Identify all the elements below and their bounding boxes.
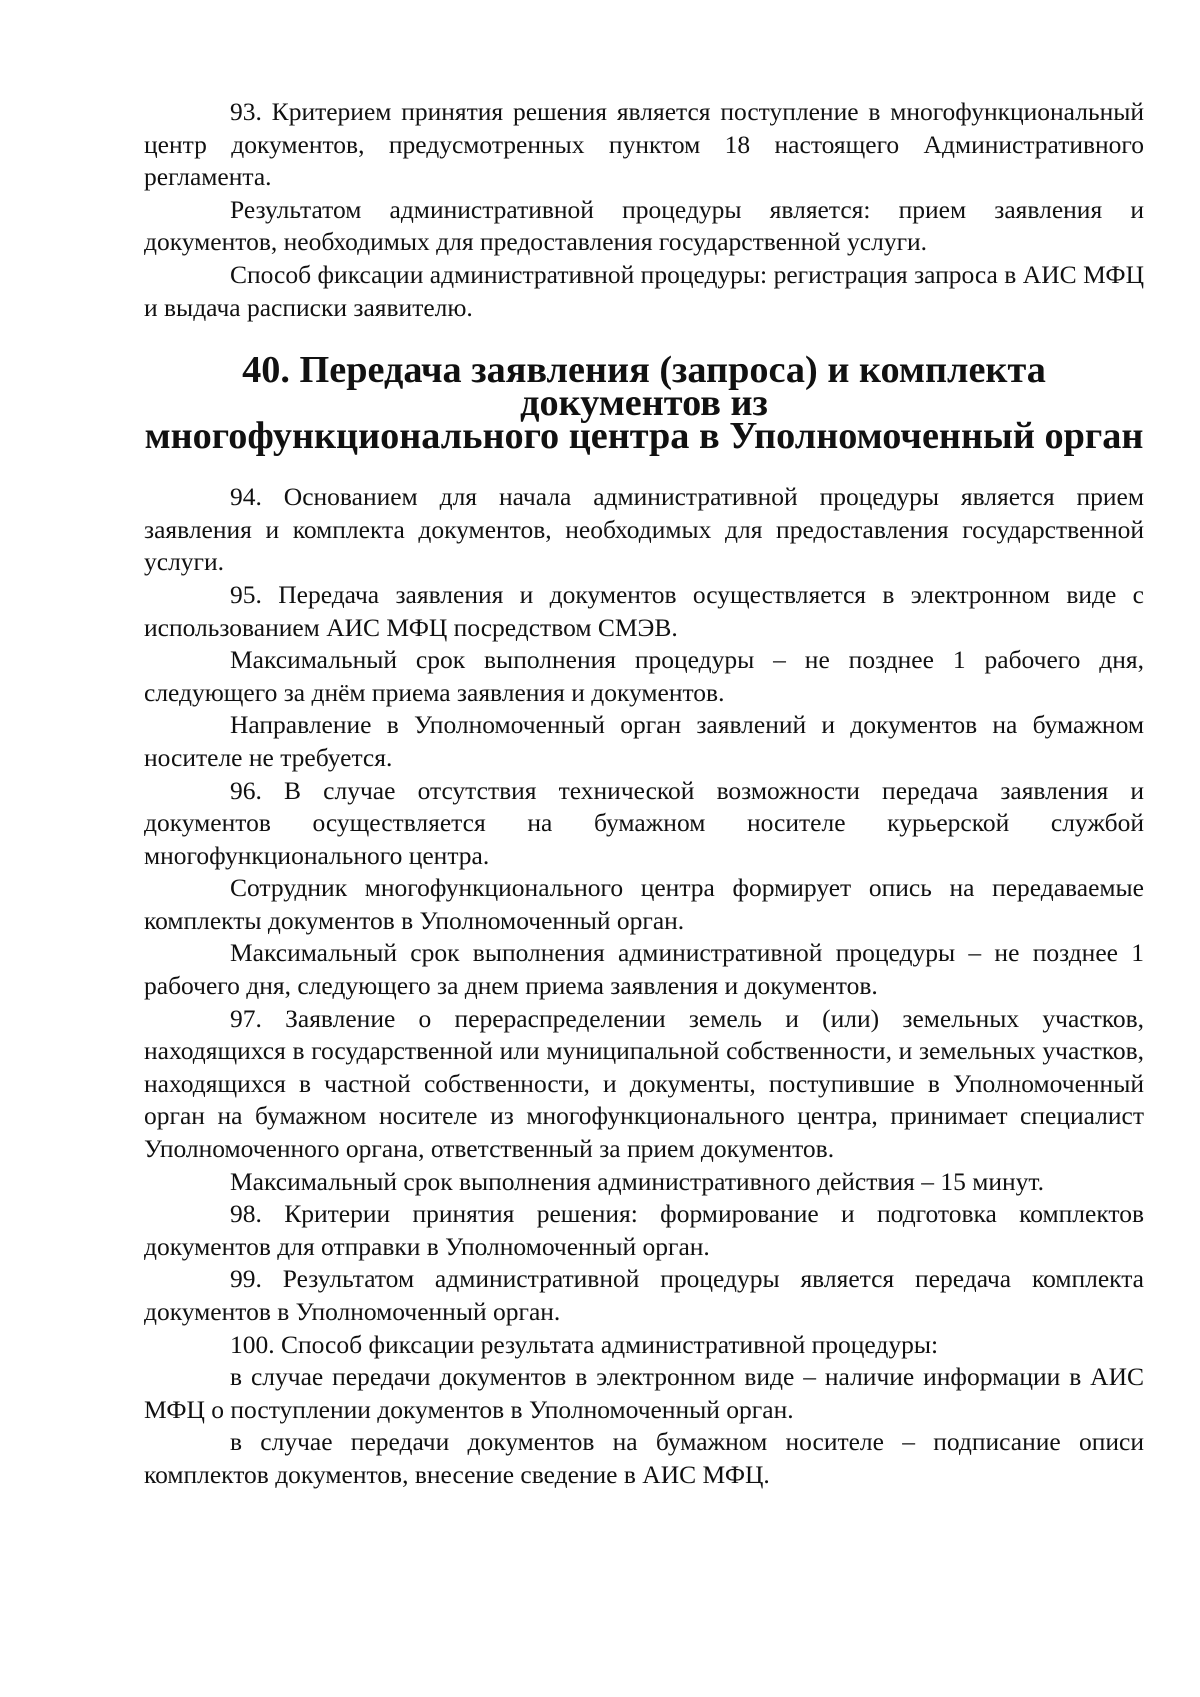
paragraph-97-deadline: Максимальный срок выполнения административного действия – 15 минут. bbox=[230, 1166, 1044, 1196]
paragraph-96-deadline: Максимальный срок выполнения административной процедуры – не позднее 1 рабочего дня, следующего за днем приема заявления и документов. bbox=[144, 938, 1144, 1001]
paragraph-100-electronic: в случае передачи документов в электронном виде – наличие информации в АИС МФЦ о поступлении документов в Уполномоченный орган. bbox=[144, 1362, 1144, 1424]
paragraph-95-paper: Направление в Уполномоченный орган заявлений и документов на бумажном носителе не требуется. bbox=[144, 710, 1144, 772]
paragraph-93: 93. Критерием принятия решения является поступление в многофункциональный центр документов, предусмотренных пунктом 18 настоящего Административного регламента. bbox=[144, 97, 1144, 192]
paragraph-98: 98. Критерии принятия решения: формирование и подготовка комплектов документов для отправки в Уполномоченный орган. bbox=[144, 1199, 1144, 1261]
paragraph-97: 97. Заявление о перераспределении земель и (или) земельных участков, находящихся в государственной или муниципальной собственности, и земельных участков, находящихся в частной собственности, и документы, поступившие в Уполномоченный орган на бумажном носителе из многофункционального центра, принимает специалист Уполномоченного органа, ответственный за прием документов. bbox=[144, 1003, 1144, 1164]
paragraph-94: 94. Основанием для начала административной процедуры является прием заявления и комплекта документов, необходимых для предоставления государственной услуги. bbox=[144, 482, 1144, 577]
paragraph-100: 100. Способ фиксации результата административной процедуры: bbox=[230, 1329, 939, 1359]
paragraph-96-inventory: Сотрудник многофункционального центра формирует опись на передаваемые комплекты документов в Уполномоченный орган. bbox=[144, 873, 1144, 935]
heading-line-2: многофункционального центра в Уполномоченный орган bbox=[144, 415, 1144, 458]
paragraph-95-deadline: Максимальный срок выполнения процедуры – не позднее 1 рабочего дня, следующего за днём приема заявления и документов. bbox=[144, 645, 1144, 707]
paragraph-result: Результатом административной процедуры является: прием заявления и документов, необходимых для предоставления государственной услуги. bbox=[144, 194, 1144, 257]
paragraph-95: 95. Передача заявления и документов осуществляется в электронном виде с использованием АИС МФЦ посредством СМЭВ. bbox=[144, 579, 1144, 642]
paragraph-99: 99. Результатом административной процедуры является передача комплекта документов в Уполномоченный орган. bbox=[144, 1264, 1144, 1326]
section-heading-40 bbox=[144, 349, 1144, 458]
paragraph-96: 96. В случае отсутствия технической возможности передача заявления и документов осуществляется на бумажном носителе курьерской службой многофункционального центра. bbox=[144, 775, 1144, 870]
paragraph-fixation: Способ фиксации административной процедуры: регистрация запроса в АИС МФЦ и выдача расписки заявителю. bbox=[144, 259, 1144, 322]
heading-line-1: 40. Передача заявления (запроса) и комплекта документов из bbox=[242, 349, 1046, 425]
document-page bbox=[144, 96, 1144, 1492]
paragraph-100-paper: в случае передачи документов на бумажном носителе – подписание описи комплектов документов, внесение сведение в АИС МФЦ. bbox=[144, 1427, 1144, 1489]
